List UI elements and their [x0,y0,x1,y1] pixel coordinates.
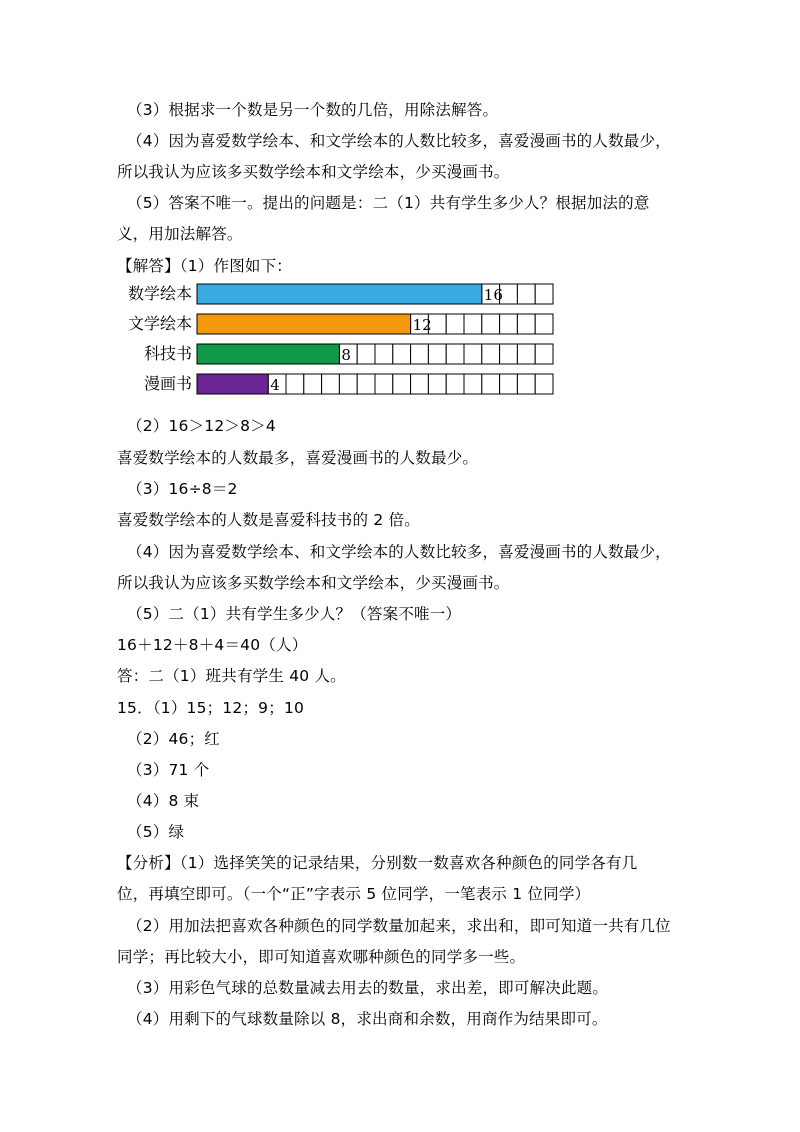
answer-line-2: （2）16＞12＞8＞4 [127,417,276,435]
bar [197,374,268,394]
grid-cell [482,374,500,394]
grid-cell [500,374,518,394]
grid-cell [446,374,464,394]
grid-cell [464,314,482,334]
q15-line-4: （4）8 束 [127,792,200,810]
answer-line-3: （3）16÷8＝2 [127,480,238,498]
q15-line-5: （5）绿 [127,823,185,841]
grid-cell [446,344,464,364]
grid-cell [482,344,500,364]
grid-cell [535,374,553,394]
value-label: 16 [483,286,503,304]
category-label: 漫画书 [143,374,192,393]
answer-line-4a: （4）因为喜爱数学绘本、和文学绘本的人数比较多，喜爱漫画书的人数最少， [127,543,671,561]
answer-conclusion: 答：二（1）班共有学生 40 人。 [117,667,346,685]
grid-cell [428,344,446,364]
answer-line-4b: 所以我认为应该多买数学绘本和文学绘本，少买漫画书。 [117,574,510,592]
bar [197,344,339,364]
answer-heading: 【解答】（1）作图如下： [117,257,293,275]
analysis-line-5b: 义，用加法解答。 [117,225,243,243]
q15-analysis-2b: 同学；再比较大小，即可知道喜欢哪种颜色的同学多一些。 [117,948,526,966]
grid-cell [411,374,429,394]
grid-cell [411,344,429,364]
q15-analysis-4: （4）用剩下的气球数量除以 8，求出商和余数，用商作为结果即可。 [127,1010,608,1028]
grid-cell [535,344,553,364]
q15-line-3: （3）71 个 [127,761,210,779]
grid-cell [482,314,500,334]
grid-cell [517,284,535,304]
q15-analysis-1b: 位，再填空即可。（一个“正”字表示 5 位同学，一笔表示 1 位同学） [117,885,591,903]
analysis-line-3: （3）根据求一个数是另一个数的几倍，用除法解答。 [127,101,499,119]
grid-cell [446,314,464,334]
grid-cell [375,344,393,364]
grid-cell [357,374,375,394]
grid-cell [393,374,411,394]
category-label: 文学绘本 [127,314,192,333]
grid-cell [517,314,535,334]
q15-analysis-3: （3）用彩色气球的总数量减去用去的数量，求出差，即可解决此题。 [127,979,609,997]
analysis-line-4b: 所以我认为应该多买数学绘本和文学绘本，少买漫画书。 [117,163,510,181]
bar [197,314,411,334]
grid-cell [375,374,393,394]
grid-cell [517,344,535,364]
grid-cell [322,374,340,394]
q15-line-2: （2）46；红 [127,730,220,748]
analysis-line-4a: （4）因为喜爱数学绘本、和文学绘本的人数比较多，喜爱漫画书的人数最少， [127,132,671,150]
q15-analysis-1a: 【分析】（1）选择笑笑的记录结果，分别数一数喜欢各种颜色的同学各有几 [117,854,638,872]
grid-cell [464,344,482,364]
grid-cell [500,344,518,364]
answer-equation: 16＋12＋8＋4＝40（人） [117,636,308,654]
grid-cell [500,314,518,334]
grid-cell [517,374,535,394]
grid-cell [393,344,411,364]
bar [197,284,482,304]
analysis-line-5a: （5）答案不唯一。提出的问题是：二（1）共有学生多少人？根据加法的意 [127,194,650,212]
value-label: 8 [341,346,351,364]
category-label: 数学绘本 [127,284,192,303]
bar-chart [117,282,557,397]
grid-cell [286,374,304,394]
grid-cell [428,374,446,394]
grid-cell [304,374,322,394]
value-label: 4 [270,376,280,394]
answer-line-5: （5）二（1）共有学生多少人？（答案不唯一） [127,605,462,623]
value-label: 12 [412,316,432,334]
grid-cell [339,374,357,394]
grid-cell [535,284,553,304]
answer-line-2-text: 喜爱数学绘本的人数最多，喜爱漫画书的人数最少。 [117,449,479,467]
grid-cell [535,314,553,334]
category-label: 科技书 [143,344,192,363]
q15-line-1: 15．（1）15；12；9；10 [117,699,305,717]
grid-cell [464,374,482,394]
grid-cell [357,344,375,364]
answer-line-3-text: 喜爱数学绘本的人数是喜爱科技书的 2 倍。 [117,511,420,529]
q15-analysis-2a: （2）用加法把喜欢各种颜色的同学数量加起来，求出和，即可知道一共有几位 [127,917,671,935]
